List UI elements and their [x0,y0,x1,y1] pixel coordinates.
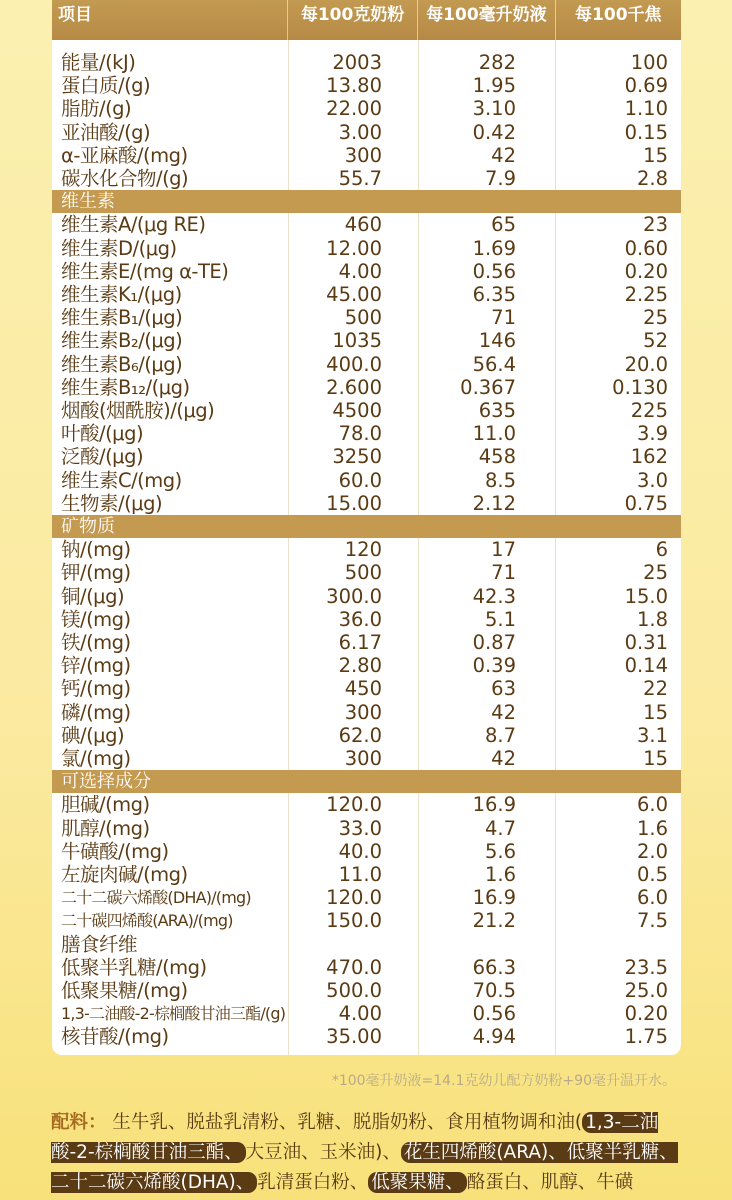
ingredient-highlight: 1,3-二油酸-2-棕榈酸甘油三酯、 [51,1112,659,1163]
value-per-100kj: 25 [643,561,668,584]
value-per-100g: 470.0 [326,956,382,979]
nutrient-name: 锌/(mg) [61,654,131,677]
value-per-100ml: 0.42 [472,121,516,144]
value-per-100kj: 20.0 [624,353,668,376]
ingredient-text: 大豆油、玉米油)、 [245,1142,401,1163]
table-row [52,445,681,468]
value-per-100ml: 5.6 [484,840,516,863]
value-per-100kj: 15 [643,747,668,770]
nutrient-name: 维生素D/(μg) [61,237,177,260]
nutrient-name: 核苷酸/(mg) [61,1025,169,1048]
value-per-100g: 4.00 [338,1002,382,1025]
value-per-100ml: 17 [491,538,516,561]
value-per-100ml: 635 [478,399,516,422]
table-row [52,677,681,700]
table-row [52,817,681,840]
value-per-100g: 62.0 [338,724,382,747]
section-header: 矿物质 [52,515,681,538]
value-per-100g: 11.0 [338,863,382,886]
value-per-100g: 450 [344,677,382,700]
value-per-100g: 300 [344,747,382,770]
value-per-100ml: 16.9 [472,793,516,816]
header-item: 项目 [58,5,92,25]
value-per-100ml: 0.56 [472,260,516,283]
ingredients-label: 配料： [51,1112,107,1133]
value-per-100g: 300 [344,701,382,724]
nutrient-name: 牛磺酸/(mg) [61,840,169,863]
table-row [52,74,681,97]
value-per-100kj: 2.25 [624,283,668,306]
value-per-100ml: 7.9 [484,167,516,190]
value-per-100g: 120.0 [326,793,382,816]
value-per-100kj: 1.10 [624,97,668,120]
nutrition-table [52,40,681,1055]
value-per-100g: 35.00 [326,1025,382,1048]
value-per-100kj: 25.0 [624,979,668,1002]
value-per-100ml: 282 [478,51,516,74]
value-per-100ml: 63 [491,677,516,700]
value-per-100ml: 8.5 [484,469,516,492]
value-per-100kj: 0.60 [624,237,668,260]
value-per-100g: 22.00 [326,97,382,120]
nutrient-name: 维生素A/(μg RE) [61,213,206,236]
ingredient-text: 生牛乳、脱盐乳清粉、乳糖、脱脂奶粉、食用植物调和油( [112,1112,583,1133]
ingredient-text: 酪蛋白、肌醇、牛磺 [466,1172,634,1193]
value-per-100ml: 71 [491,306,516,329]
value-per-100ml: 42 [491,144,516,167]
value-per-100kj: 23.5 [624,956,668,979]
table-row [52,260,681,283]
table-row [52,863,681,886]
table-row [52,724,681,747]
table-row [52,213,681,236]
value-per-100g: 6.17 [338,631,382,654]
ingredient-highlight: 花生四烯酸(ARA)、低聚半乳糖、二十二碳六烯酸(DHA)、 [51,1142,678,1193]
table-header [52,0,681,40]
value-per-100ml: 458 [478,445,516,468]
value-per-100kj: 1.6 [636,817,668,840]
value-per-100ml: 8.7 [484,724,516,747]
value-per-100g: 33.0 [338,817,382,840]
value-per-100g: 500 [344,561,382,584]
value-per-100ml: 56.4 [472,353,516,376]
value-per-100kj: 0.69 [624,74,668,97]
ingredient-highlight: 低聚果糖、 [368,1172,467,1193]
table-row [52,237,681,260]
value-per-100ml: 70.5 [472,979,516,1002]
value-per-100g: 55.7 [338,167,382,190]
table-row [52,492,681,515]
ingredients-text [51,1108,691,1198]
value-per-100g: 500.0 [326,979,382,1002]
value-per-100g: 4500 [332,399,382,422]
nutrient-name: 低聚半乳糖/(mg) [61,956,207,979]
value-per-100ml: 0.56 [472,1002,516,1025]
table-row [52,701,681,724]
value-per-100kj: 0.5 [636,863,668,886]
nutrient-name: 钾/(mg) [61,561,131,584]
nutrient-name: 蛋白质/(g) [61,74,151,97]
nutrient-name: 维生素B₁₂/(μg) [61,376,190,399]
value-per-100kj: 6.0 [636,793,668,816]
table-row [52,97,681,120]
table-row [52,747,681,770]
value-per-100ml: 3.10 [472,97,516,120]
value-per-100kj: 15 [643,701,668,724]
table-row [52,793,681,816]
nutrient-name: 1,3-二油酸-2-棕榈酸甘油三酯/(g) [61,1004,286,1023]
value-per-100kj: 1.75 [624,1025,668,1048]
value-per-100kj: 6 [655,538,668,561]
table-row [52,1025,681,1048]
nutrient-name: 膳食纤维 [61,933,138,956]
table-row [52,909,681,932]
nutrient-name: 维生素C/(mg) [61,469,182,492]
value-per-100g: 3250 [332,445,382,468]
value-per-100kj: 7.5 [636,909,668,932]
value-per-100ml: 1.69 [472,237,516,260]
value-per-100g: 460 [344,213,382,236]
header-per-100ml: 每100毫升奶液 [426,5,547,25]
nutrient-name: 维生素B₆/(μg) [61,353,183,376]
value-per-100g: 78.0 [338,422,382,445]
table-row [52,306,681,329]
value-per-100g: 15.00 [326,492,382,515]
value-per-100kj: 1.8 [636,608,668,631]
nutrient-name: 烟酸(烟酰胺)/(μg) [61,399,215,422]
value-per-100kj: 0.20 [624,1002,668,1025]
value-per-100kj: 100 [630,51,668,74]
value-per-100ml: 0.87 [472,631,516,654]
table-row [52,654,681,677]
nutrient-name: 碳水化合物/(g) [61,167,189,190]
nutrient-name: 维生素B₂/(μg) [61,329,183,352]
value-per-100g: 300 [344,144,382,167]
value-per-100kj: 162 [630,445,668,468]
value-per-100kj: 2.0 [636,840,668,863]
table-row [52,422,681,445]
nutrient-name: 肌醇/(mg) [61,817,150,840]
value-per-100ml: 21.2 [472,909,516,932]
nutrient-name: 泛酸/(μg) [61,445,144,468]
table-row [52,631,681,654]
value-per-100ml: 4.7 [484,817,516,840]
value-per-100g: 500 [344,306,382,329]
value-per-100kj: 15 [643,144,668,167]
value-per-100ml: 71 [491,561,516,584]
value-per-100ml: 0.39 [472,654,516,677]
nutrient-name: 低聚果糖/(mg) [61,979,188,1002]
header-per-100g: 每100克奶粉 [300,5,405,25]
table-row [52,538,681,561]
value-per-100kj: 0.31 [624,631,668,654]
value-per-100kj: 3.1 [636,724,668,747]
value-per-100g: 150.0 [326,909,382,932]
value-per-100g: 4.00 [338,260,382,283]
table-row [52,167,681,190]
table-row [52,51,681,74]
table-row [52,886,681,909]
value-per-100g: 1035 [332,329,382,352]
value-per-100kj: 25 [643,306,668,329]
value-per-100g: 40.0 [338,840,382,863]
value-per-100ml: 0.367 [460,376,516,399]
nutrient-name: 叶酸/(μg) [61,422,144,445]
nutrient-name: 维生素K₁/(μg) [61,283,182,306]
value-per-100ml: 11.0 [472,422,516,445]
table-row [52,376,681,399]
value-per-100g: 400.0 [326,353,382,376]
value-per-100kj: 0.130 [612,376,668,399]
value-per-100kj: 6.0 [636,886,668,909]
value-per-100ml: 146 [478,329,516,352]
value-per-100ml: 1.95 [472,74,516,97]
nutrient-name: 二十碳四烯酸(ARA)/(mg) [61,911,233,930]
table-row [52,933,681,956]
nutrient-name: 钠/(mg) [61,538,131,561]
table-row [52,956,681,979]
value-per-100kj: 0.20 [624,260,668,283]
nutrient-name: 氯/(mg) [61,747,131,770]
value-per-100ml: 6.35 [472,283,516,306]
nutrient-name: 左旋肉碱/(mg) [61,863,188,886]
value-per-100kj: 0.75 [624,492,668,515]
value-per-100g: 2003 [332,51,382,74]
header-per-100kj: 每100千焦 [575,5,662,25]
value-per-100g: 12.00 [326,237,382,260]
ingredient-text: 乳清蛋白粉、 [257,1172,369,1193]
section-header: 可选择成分 [52,770,681,793]
table-row [52,329,681,352]
value-per-100kj: 2.8 [636,167,668,190]
table-row [52,399,681,422]
value-per-100ml: 16.9 [472,886,516,909]
table-row [52,283,681,306]
value-per-100kj: 0.15 [624,121,668,144]
nutrient-name: 磷/(mg) [61,701,131,724]
nutrient-name: 胆碱/(mg) [61,793,150,816]
table-row [52,840,681,863]
value-per-100ml: 2.12 [472,492,516,515]
table-row [52,469,681,492]
table-row [52,353,681,376]
nutrient-name: α-亚麻酸/(mg) [61,144,188,167]
table-row [52,1002,681,1025]
value-per-100g: 2.600 [326,376,382,399]
value-per-100ml: 42 [491,701,516,724]
value-per-100kj: 15.0 [624,585,668,608]
nutrient-name: 镁/(mg) [61,608,131,631]
nutrient-name: 铁/(mg) [61,631,131,654]
nutrient-name: 脂肪/(g) [61,97,132,120]
nutrient-name: 钙/(mg) [61,677,131,700]
value-per-100g: 13.80 [326,74,382,97]
value-per-100g: 120.0 [326,886,382,909]
value-per-100kj: 225 [630,399,668,422]
value-per-100ml: 66.3 [472,956,516,979]
value-per-100kj: 0.14 [624,654,668,677]
nutrient-name: 铜/(μg) [61,585,125,608]
nutrient-name: 维生素B₁/(μg) [61,306,183,329]
nutrient-name: 能量/(kJ) [61,51,136,74]
value-per-100kj: 22 [643,677,668,700]
table-row [52,608,681,631]
value-per-100kj: 3.0 [636,469,668,492]
value-per-100ml: 42 [491,747,516,770]
table-row [52,561,681,584]
value-per-100kj: 3.9 [636,422,668,445]
value-per-100kj: 52 [643,329,668,352]
table-row [52,585,681,608]
nutrient-name: 碘/(μg) [61,724,125,747]
value-per-100kj: 23 [643,213,668,236]
table-row [52,979,681,1002]
value-per-100g: 2.80 [338,654,382,677]
nutrient-name: 维生素E/(mg α-TE) [61,260,229,283]
value-per-100ml: 1.6 [484,863,516,886]
value-per-100ml: 42.3 [472,585,516,608]
nutrient-name: 二十二碳六烯酸(DHA)/(mg) [61,888,251,907]
value-per-100g: 300.0 [326,585,382,608]
value-per-100ml: 65 [491,213,516,236]
value-per-100g: 45.00 [326,283,382,306]
nutrient-name: 生物素/(μg) [61,492,163,515]
value-per-100g: 3.00 [338,121,382,144]
table-row [52,121,681,144]
nutrient-name: 亚油酸/(g) [61,121,151,144]
value-per-100g: 60.0 [338,469,382,492]
value-per-100g: 36.0 [338,608,382,631]
value-per-100ml: 5.1 [484,608,516,631]
table-row [52,144,681,167]
value-per-100ml: 4.94 [472,1025,516,1048]
footnote: *100毫升奶液=14.1克幼儿配方奶粉+90毫升温开水。 [331,1073,676,1089]
section-header: 维生素 [52,190,681,213]
value-per-100g: 120 [344,538,382,561]
